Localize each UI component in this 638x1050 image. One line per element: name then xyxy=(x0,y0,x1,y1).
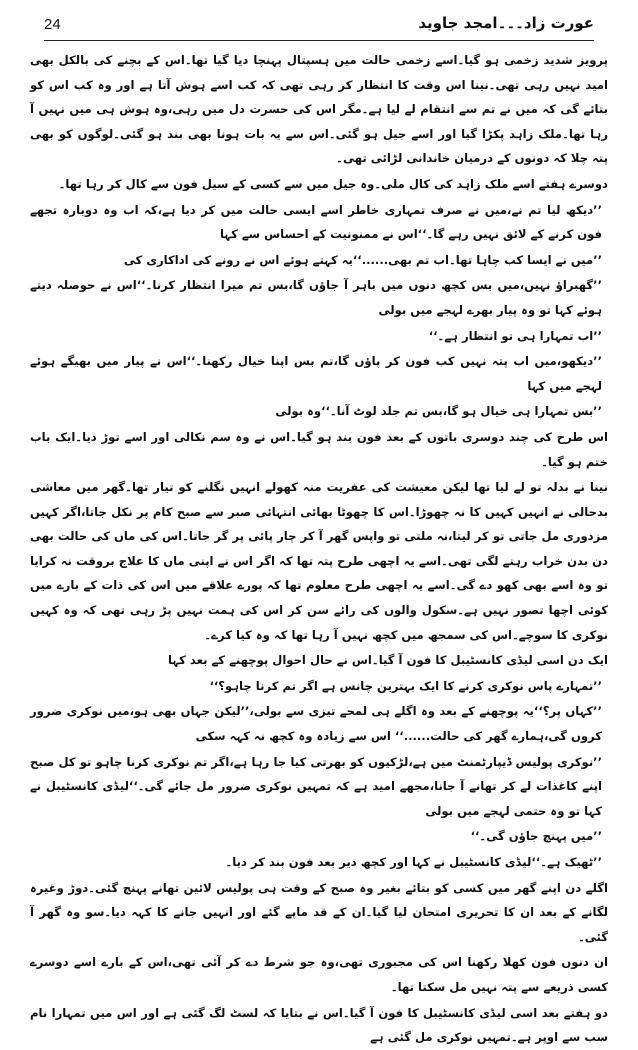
page-body xyxy=(30,48,608,1045)
running-header xyxy=(44,14,594,41)
dialog-paragraph: ’’میں پہنچ جاؤں گی۔‘‘ xyxy=(470,829,602,844)
dialog-paragraph: ’’تمہارے پاس نوکری کرنے کا ایک بہترین چانس ہے اگر تم کرنا چاہو؟‘‘ xyxy=(209,678,602,693)
dialog-paragraph: ’’دیکھ لیا تم نے،میں نے صرف تمہاری خاطر اسے ایسی حالت میں کر دیا ہے،کہ اب وہ دوبارہ تجھے فون کرنے کے لائق نہیں رہے گا۔‘‘اس نے ممنونیت کے احساس سے کہا xyxy=(30,202,602,242)
body-paragraph: پرویز شدید زخمی ہو گیا۔اسے زخمی حالت میں ہسپتال پہنچا دیا گیا تھا۔اس کے بچنے کی بالکل بھی امید نہیں رہی تھی۔نینا اس وقت کا انتظار کر رہی تھی کہ کب اسے ہوش آتا ہے اور وہ کب اس کو بتائے گی کہ میں نے تم سے انتقام لے لیا ہے۔مگر اس کی حسرت دل میں رہی،وہ ہوش ہی میں نہیں آ رہا تھا۔ملک زاہد پکڑا گیا اور اسے جیل ہو گئی۔اس سے یہ بات ہونا بھی بند ہو گئی۔لوگوں کو بھی پتہ چلا کہ دونوں کے درمیان خاندانی لڑائی تھی۔ xyxy=(30,53,608,166)
dialog-paragraph: ’’نوکری پولیس ڈیپارٹمنٹ میں ہے،لڑکیوں کو بھرتی کیا جا رہا ہے،اگر تم نوکری کرنا چاہو تو کل صبح اپنے کاغذات لے کر تھانے آ جانا،مجھے امید ہے کہ تمہیں نوکری ضرور مل جائے گی۔‘‘لیڈی کانسٹیبل نے کہا تو وہ حتمی لہجے میں بولی xyxy=(30,754,602,818)
body-paragraph: دو ہفتے بعد اسی لیڈی کانسٹیبل کا فون آ گیا۔اس نے بتایا کہ لسٹ لگ گئی ہے اور اس میں تمہارا نام سب سے اوپر ہے۔تمہیں نوکری مل گئی ہے xyxy=(30,1005,608,1045)
body-paragraph: ان دنوں فون کھلا رکھنا اس کی مجبوری تھی،وہ جو شرط دے کر آئی تھی،اس کے بارے اسے دوسرے کسی ذریعے سے پتہ نہیں مل سکتا تھا۔ xyxy=(30,955,608,994)
dialog-paragraph: ’’کہاں پر؟‘‘یہ پوچھنے کے بعد وہ اگلے ہی لمحے تیزی سے بولی،’’لیکن جہاں بھی ہو،میں نوکری ضرور کروں گی،ہمارے گھر کی حالت......‘‘ اس سے زیادہ وہ کچھ نہ کہہ سکی xyxy=(30,704,602,744)
dialog-paragraph: ’’دیکھو،میں اب پتہ نہیں کب فون کر پاؤں گا،تم بس اپنا خیال رکھنا۔‘‘اس نے پیار میں بھیگے ہوئے لہجے میں کہا xyxy=(30,354,602,393)
dialog-paragraph: ’’گھبراؤ نہیں،میں بس کچھ دنوں میں باہر آ جاؤں گا،بس تم میرا انتظار کرنا۔‘‘اس نے حوصلہ دیتے ہوئے کہا تو وہ پیار بھرے لہجے میں بولی xyxy=(30,278,602,317)
dialog-paragraph: ’’بس تمہارا ہی خیال ہو گا،بس تم جلد لوٹ آنا۔‘‘وہ بولی xyxy=(275,404,602,419)
body-paragraph: اگلے دن اپنے گھر میں کسی کو بتائے بغیر وہ صبح کے وقت ہی پولیس لائین تھانے پہنچ گئی۔دوڑ وغیرہ لگانے کے بعد ان کا تحریری امتحان لیا گیا۔ان کے قد ماپے گئے اور انہیں جانے کا کہہ دیا۔سو وہ گھر آ گئی۔ xyxy=(30,880,608,944)
dialog-paragraph: ’’میں نے ایسا کب چاہا تھا۔اب تم بھی......‘‘یہ کہتے ہوئے اس نے رونے کی اداکاری کی xyxy=(123,252,602,267)
body-paragraph: نینا نے بدلہ تو لے لیا تھا لیکن معیشت کی عفریت منہ کھولے انہیں نگلنے کو تیار تھا۔گھر میں معاشی بدحالی نے انہیں کہیں کا نہ چھوڑا۔اس کا چھوٹا بھائی انتہائی صبر سے صبح کام پر نکل جاتا،اگر کہیں مزدوری مل جاتی تو کر لیتا،نہ ملتی تو واپس گھر آ کر چار پائی پر گر جاتا۔اس کی ماں کی حالت بھی دن بدن خراب رہنے لگی تھی۔اسے یہ اچھی طرح پتہ تھا کہ اگر اس نے اپنی ماں کا علاج بروقت نہ کرایا تو وہ اسے بھی کھو دے گی۔اسے یہ اچھی طرح معلوم تھا کہ پورے علاقے میں اس کی ذات کے بارے میں کوئی اچھا تصور نہیں ہے۔سکول والوں کی رائے سن کر اس کی ہمت نہیں پڑ رہی تھی کہ وہ کہیں نوکری کا سوچے۔اس کی سمجھ میں کچھ نہیں آ رہا تھا کہ وہ کیا کرے۔ xyxy=(30,480,608,642)
body-paragraph: ایک دن اسی لیڈی کانسٹیبل کا فون آ گیا۔اس نے حال احوال پوچھنے کے بعد کہا xyxy=(167,653,608,668)
body-paragraph: اس طرح کی چند دوسری باتوں کے بعد فون بند ہو گیا۔اس نے وہ سم نکالی اور اسے توڑ دیا۔ایک باب ختم ہو گیا۔ xyxy=(30,429,608,469)
dialog-paragraph: ’’اب تمہارا ہی تو انتظار ہے۔‘‘ xyxy=(428,328,602,343)
page-number: 24 xyxy=(44,16,61,33)
running-title: عورت زاد۔۔۔امجد جاوید xyxy=(418,14,594,32)
body-paragraph: دوسرے ہفتے اسے ملک زاہد کی کال ملی۔وہ جیل میں سے کسی کے سیل فون سے کال کر رہا تھا۔ xyxy=(58,176,608,191)
dialog-paragraph: ’’ٹھیک ہے۔‘‘لیڈی کانسٹیبل نے کہا اور کچھ دیر بعد فون بند کر دیا۔ xyxy=(225,855,602,869)
